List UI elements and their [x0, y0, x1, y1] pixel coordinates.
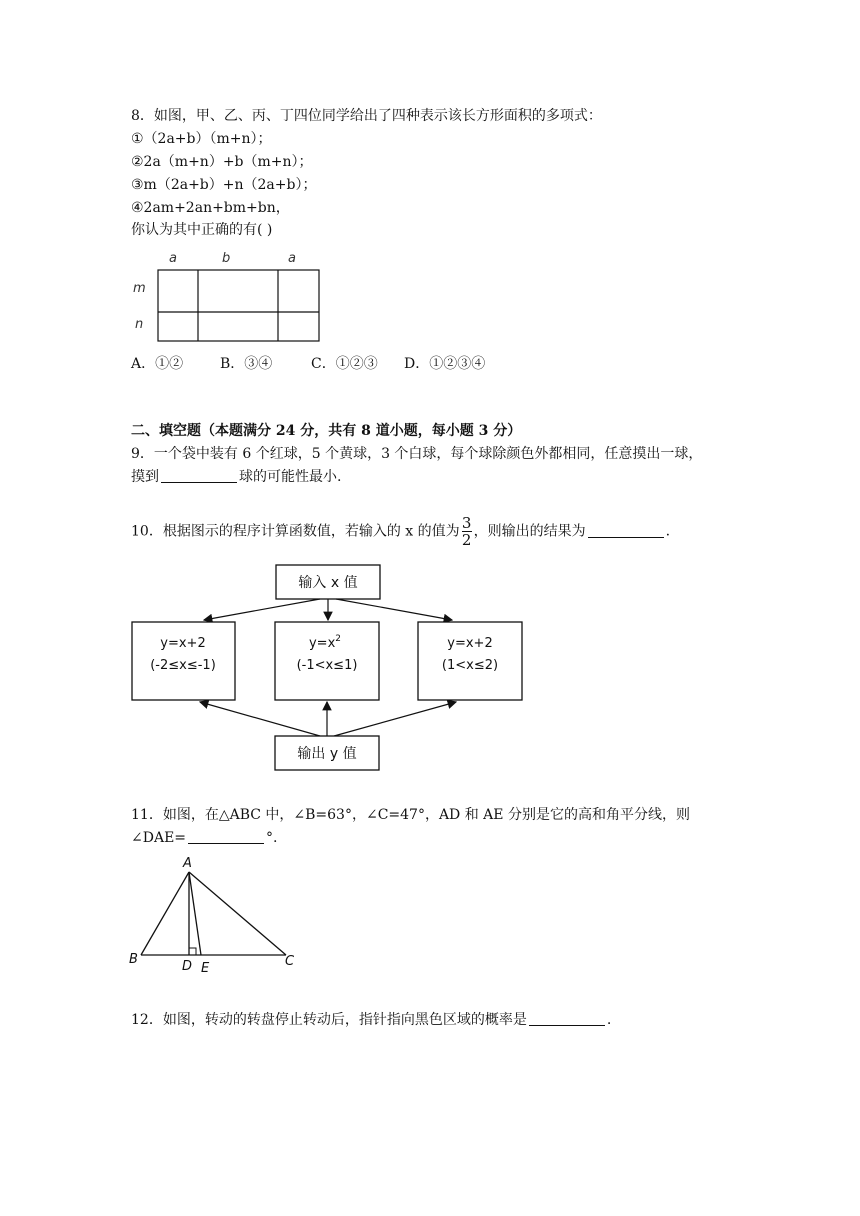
- q8-item-4: ④2am+2an+bm+bn，: [131, 200, 290, 216]
- q12-text-before: 12．如图，转动的转盘停止转动后，指针指向黑色区域的概率是: [131, 1012, 527, 1028]
- q10-answer-blank[interactable]: [588, 523, 664, 538]
- q10-flowchart: [120, 560, 540, 780]
- flow-box-left-formula: y=x+2: [160, 636, 206, 651]
- q10-text-end: .: [665, 523, 671, 540]
- q11-answer-blank[interactable]: [188, 829, 264, 844]
- q10-text-after: ，则输出的结果为: [473, 523, 586, 540]
- q10-frac-numerator: 3: [461, 514, 472, 532]
- q8-item-1: ①（2a+b）（m+n）；: [131, 131, 272, 147]
- q8-option-c: C．①②③: [311, 356, 378, 372]
- q8-item-2: ②2a（m+n）+b（m+n）；: [131, 154, 313, 170]
- q11-label-a: A: [183, 856, 192, 871]
- q11-text-before: ∠DAE=: [131, 830, 187, 846]
- q8-rectangle-figure: [125, 245, 335, 345]
- q8-label-b: b: [222, 251, 231, 266]
- q11-label-d: D: [182, 959, 193, 974]
- q11-label-b: B: [129, 952, 138, 967]
- q10-frac-denominator: 2: [461, 531, 472, 549]
- q8-label-a1: a: [169, 251, 177, 266]
- q11-line-2: [131, 828, 277, 848]
- flow-box-right-formula: y=x+2: [447, 636, 493, 651]
- q9-text-after: 球的可能性最小.: [239, 469, 342, 485]
- q8-option-a: A．①②: [131, 356, 184, 372]
- flow-box-middle-sup: 2: [335, 634, 342, 644]
- q9-line-2: [131, 467, 341, 487]
- q8-option-d: D．①②③④: [404, 356, 486, 372]
- q8-label-m: m: [133, 281, 146, 296]
- q11-text-after: °.: [266, 830, 278, 846]
- flow-box-right-range: (1<x≤2): [441, 658, 499, 673]
- q8-stem: 8．如图，甲、乙、丙、丁四位同学给出了四种表示该长方形面积的多项式：: [131, 108, 602, 124]
- q8-label-n: n: [135, 317, 144, 332]
- q8-label-a2: a: [288, 251, 296, 266]
- q10-line: [131, 516, 670, 547]
- flow-box-middle-formula: y=x: [308, 636, 336, 651]
- q9-answer-blank[interactable]: [161, 468, 237, 483]
- q12-line: [131, 1010, 611, 1030]
- section-2-heading: 二、填空题（本题满分 24 分，共有 8 道小题，每小题 3 分）: [131, 423, 522, 439]
- flow-input-text: 输入 x 值: [298, 575, 358, 591]
- flow-box-left-range: (-2≤x≤-1): [150, 658, 216, 673]
- q8-option-b: B．③④: [220, 356, 273, 372]
- q10-fraction: [462, 516, 472, 547]
- q11-label-c: C: [285, 954, 295, 969]
- q10-text-before: 10．根据图示的程序计算函数值，若输入的 x 的值为: [131, 523, 460, 540]
- q8-item-3: ③m（2a+b）+n（2a+b）；: [131, 177, 317, 193]
- q9-line-1: 9．一个袋中装有 6 个红球，5 个黄球，3 个白球，每个球除颜色外都相同，任意摸出一球，: [131, 446, 703, 462]
- q11-triangle-figure: [125, 855, 305, 975]
- q8-question: 你认为其中正确的有( ): [131, 222, 273, 238]
- q9-text-before: 摸到: [131, 469, 159, 485]
- q12-answer-blank[interactable]: [529, 1011, 605, 1026]
- q12-text-end: .: [606, 1012, 612, 1028]
- flow-output-text: 输出 y 值: [297, 746, 357, 762]
- q11-label-e: E: [201, 961, 210, 975]
- q11-line-1: 11．如图，在△ABC 中，∠B=63°，∠C=47°，AD 和 AE 分别是它的高和角平分线，则: [131, 807, 690, 823]
- flow-box-middle-range: (-1<x≤1): [296, 658, 358, 673]
